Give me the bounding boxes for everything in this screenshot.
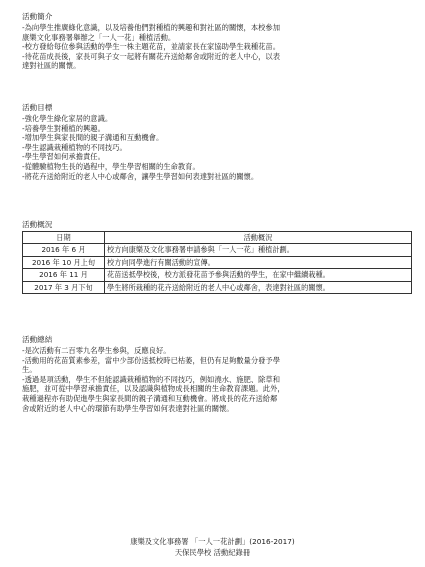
intro-line: -校方發給每位參與活動的學生一株主題花苗，並請家長在家協助學生栽種花苗。 <box>22 42 281 52</box>
objectives-title: 活動目標 <box>22 103 53 112</box>
footer-line-2: 天保民學校 活動紀錄冊 <box>174 548 251 557</box>
summary-section <box>22 335 412 413</box>
objective-item: -培養學生對種植的興趣。 <box>22 123 105 133</box>
table-header-row <box>23 232 412 244</box>
table-row <box>23 269 412 281</box>
row-date: 2016 年 6 月 <box>23 244 105 256</box>
summary-line: 栽種過程亦有助促進學生與家長間的親子溝通和互動機會。將成長的花卉送給鄰 <box>22 393 278 403</box>
summary-line: 舍或附近的老人中心的環節有助學生學習如何表達對社區的關懷。 <box>22 403 234 413</box>
row-desc: 學生將所栽種的花卉送給附近的老人中心或鄰舍，表達對社區的關懷。 <box>105 281 412 293</box>
row-desc: 校方向同學進行有關活動的宣傳。 <box>105 256 412 268</box>
intro-line: 康樂文化事務署舉辦之「一人一花」種植活動。 <box>22 32 176 42</box>
overview-table <box>22 231 412 294</box>
table-row <box>23 281 412 293</box>
summary-line: -活動用的花苗質素參差，當中少部份送抵校時已枯萎，但仍有足夠數量分發予學 <box>22 355 281 365</box>
intro-line: -為向學生推廣綠化意識，以及培養他們對種植的興趣和對社區的關懷，本校參加 <box>22 23 281 32</box>
overview-title: 活動概況 <box>22 220 53 229</box>
summary-line: -透過是項活動，學生不但能認識栽種植物的不同技巧，例如澆水、施肥、除草和 <box>22 374 281 384</box>
objective-item: -學生認識栽種植物的不同技巧。 <box>22 142 127 152</box>
footer-line-1: 康樂及文化事務署 「一人一花計劃」(2016-2017) <box>130 537 295 546</box>
row-desc: 校方向康樂及文化事務署申請參與「一人一花」種植計劃。 <box>105 244 412 256</box>
row-date: 2016 年 11 月 <box>23 269 105 281</box>
row-date: 2016 年 10 月上旬 <box>23 256 105 268</box>
objectives-section <box>22 103 412 181</box>
summary-line: 施肥，並可從中學習承擔責任，以及認識與植物成長相關的生命教育課題。此外， <box>22 384 285 394</box>
objective-item: -增加學生與家長間的親子溝通和互動機會。 <box>22 133 164 143</box>
overview-section <box>22 220 412 294</box>
intro-line: 達對社區的關懷。 <box>22 61 81 71</box>
intro-line: -待花苗成長後，家長可與子女一起將有關花卉送給鄰舍或附近的老人中心，以表 <box>22 51 281 61</box>
row-date: 2017 年 3 月下旬 <box>23 281 105 293</box>
intro-section <box>22 12 412 71</box>
summary-line: -是次活動有二百零九名學生參與，反應良好。 <box>22 346 171 355</box>
table-row <box>23 256 412 268</box>
summary-line: 生。 <box>22 365 37 375</box>
objective-item: -從體驗植物生長的過程中，學生學習相關的生命教育。 <box>22 161 200 171</box>
column-header-date: 日期 <box>23 232 105 244</box>
column-header-overview: 活動概況 <box>105 232 412 244</box>
summary-title: 活動總結 <box>22 335 53 344</box>
objective-item: -強化學生綠化家居的意識。 <box>22 114 113 123</box>
intro-title: 活動簡介 <box>22 12 53 21</box>
row-desc: 花苗送抵學校後，校方派發花苗予參與活動的學生，在家中繼續栽種。 <box>105 269 412 281</box>
table-row <box>23 244 412 256</box>
objective-item: -學生學習如何承擔責任。 <box>22 152 105 162</box>
objective-item: -將花卉送給附近的老人中心或鄰舍，讓學生學習如何表達對社區的關懷。 <box>22 171 259 181</box>
